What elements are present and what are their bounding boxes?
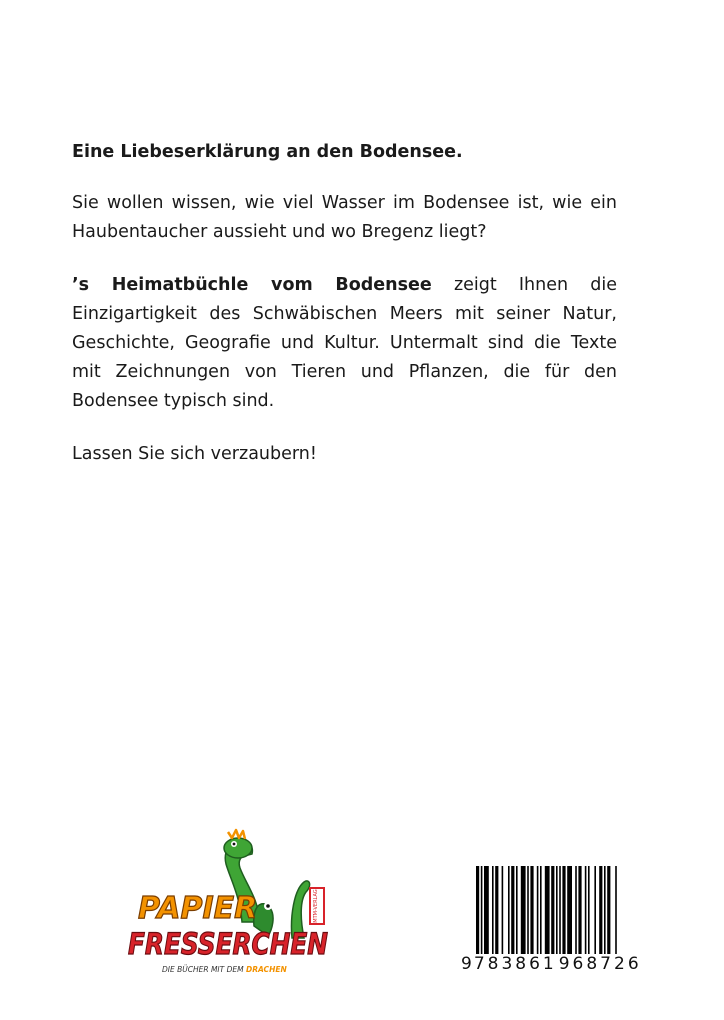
barcode-bar bbox=[502, 866, 504, 954]
logo-word-fresserchen: FRESSERCHEN bbox=[128, 927, 328, 961]
barcode-digit-first: 9 bbox=[461, 954, 472, 974]
barcode-bar bbox=[588, 866, 590, 954]
svg-text:DIE BÜCHER MIT DEM DRACH bbox=[162, 965, 287, 974]
logo-tagline-highlight: DRACHEN bbox=[245, 965, 287, 974]
back-cover-text bbox=[72, 138, 617, 493]
barcode-bar bbox=[545, 866, 550, 954]
barcode-bar bbox=[551, 866, 554, 966]
barcode-bar bbox=[615, 866, 617, 954]
barcode-bar bbox=[575, 866, 577, 954]
blurb-paragraph-1: Sie wollen wissen, wie viel Wasser im Bodensee ist, wie ein Haubentaucher aussieht und wo Bregenz liegt? bbox=[72, 193, 617, 242]
barcode-bar bbox=[594, 866, 596, 954]
barcode-bar bbox=[537, 866, 539, 954]
barcode-bar bbox=[607, 866, 610, 954]
logo-tagline: DIE BÜCHER MIT DEM bbox=[162, 965, 244, 974]
barcode-bar bbox=[559, 866, 561, 954]
publisher-logo-graphic bbox=[122, 826, 338, 986]
barcode-bar bbox=[585, 866, 587, 954]
publisher-logo bbox=[122, 826, 338, 986]
barcode-group-2: 968726 bbox=[558, 954, 642, 974]
blurb-paragraph-2 bbox=[72, 271, 617, 416]
blurb-heading: Eine Liebeserklärung an den Bodensee. bbox=[72, 142, 463, 162]
isbn-barcode bbox=[458, 866, 642, 982]
logo-sign-text: MTM-VERLAG bbox=[313, 889, 319, 923]
barcode-bar bbox=[556, 866, 558, 954]
barcode-bar bbox=[527, 866, 529, 954]
blurb-paragraph-2-text: zeigt Ihnen die Einzigartigkeit des Schwäbischen Meers mit seiner Natur, Geschichte, Geografie und Kultur. Untermalt sind die Texte mit Zeichnungen von Tieren und Pflanzen, die für den Bodensee typisch sind. bbox=[72, 275, 617, 411]
barcode-bar bbox=[604, 866, 606, 954]
barcode-digits bbox=[458, 954, 642, 974]
barcode-bar bbox=[508, 866, 510, 954]
barcode-bar bbox=[516, 866, 518, 954]
barcode-bar bbox=[484, 866, 489, 954]
barcode-bar bbox=[492, 866, 494, 954]
barcode-bar bbox=[540, 866, 542, 954]
barcode-bar bbox=[476, 866, 479, 966]
barcode-bar bbox=[567, 866, 572, 954]
barcode-bar bbox=[578, 866, 581, 954]
logo-word-papier: PAPIER bbox=[138, 891, 258, 926]
blurb-paragraph-3: Lassen Sie sich verzaubern! bbox=[72, 444, 317, 464]
barcode-bar bbox=[530, 866, 533, 954]
barcode-bar bbox=[511, 866, 514, 954]
barcode-bar bbox=[562, 866, 565, 954]
barcode-group-1: 783861 bbox=[473, 954, 557, 974]
book-title: ’s Heimatbüchle vom Bodensee bbox=[72, 275, 432, 295]
barcode-bar bbox=[495, 866, 498, 954]
barcode-bar bbox=[599, 866, 602, 954]
barcode-bar bbox=[521, 866, 526, 954]
mtm-sign-icon bbox=[310, 888, 324, 924]
barcode-bar bbox=[481, 866, 483, 966]
